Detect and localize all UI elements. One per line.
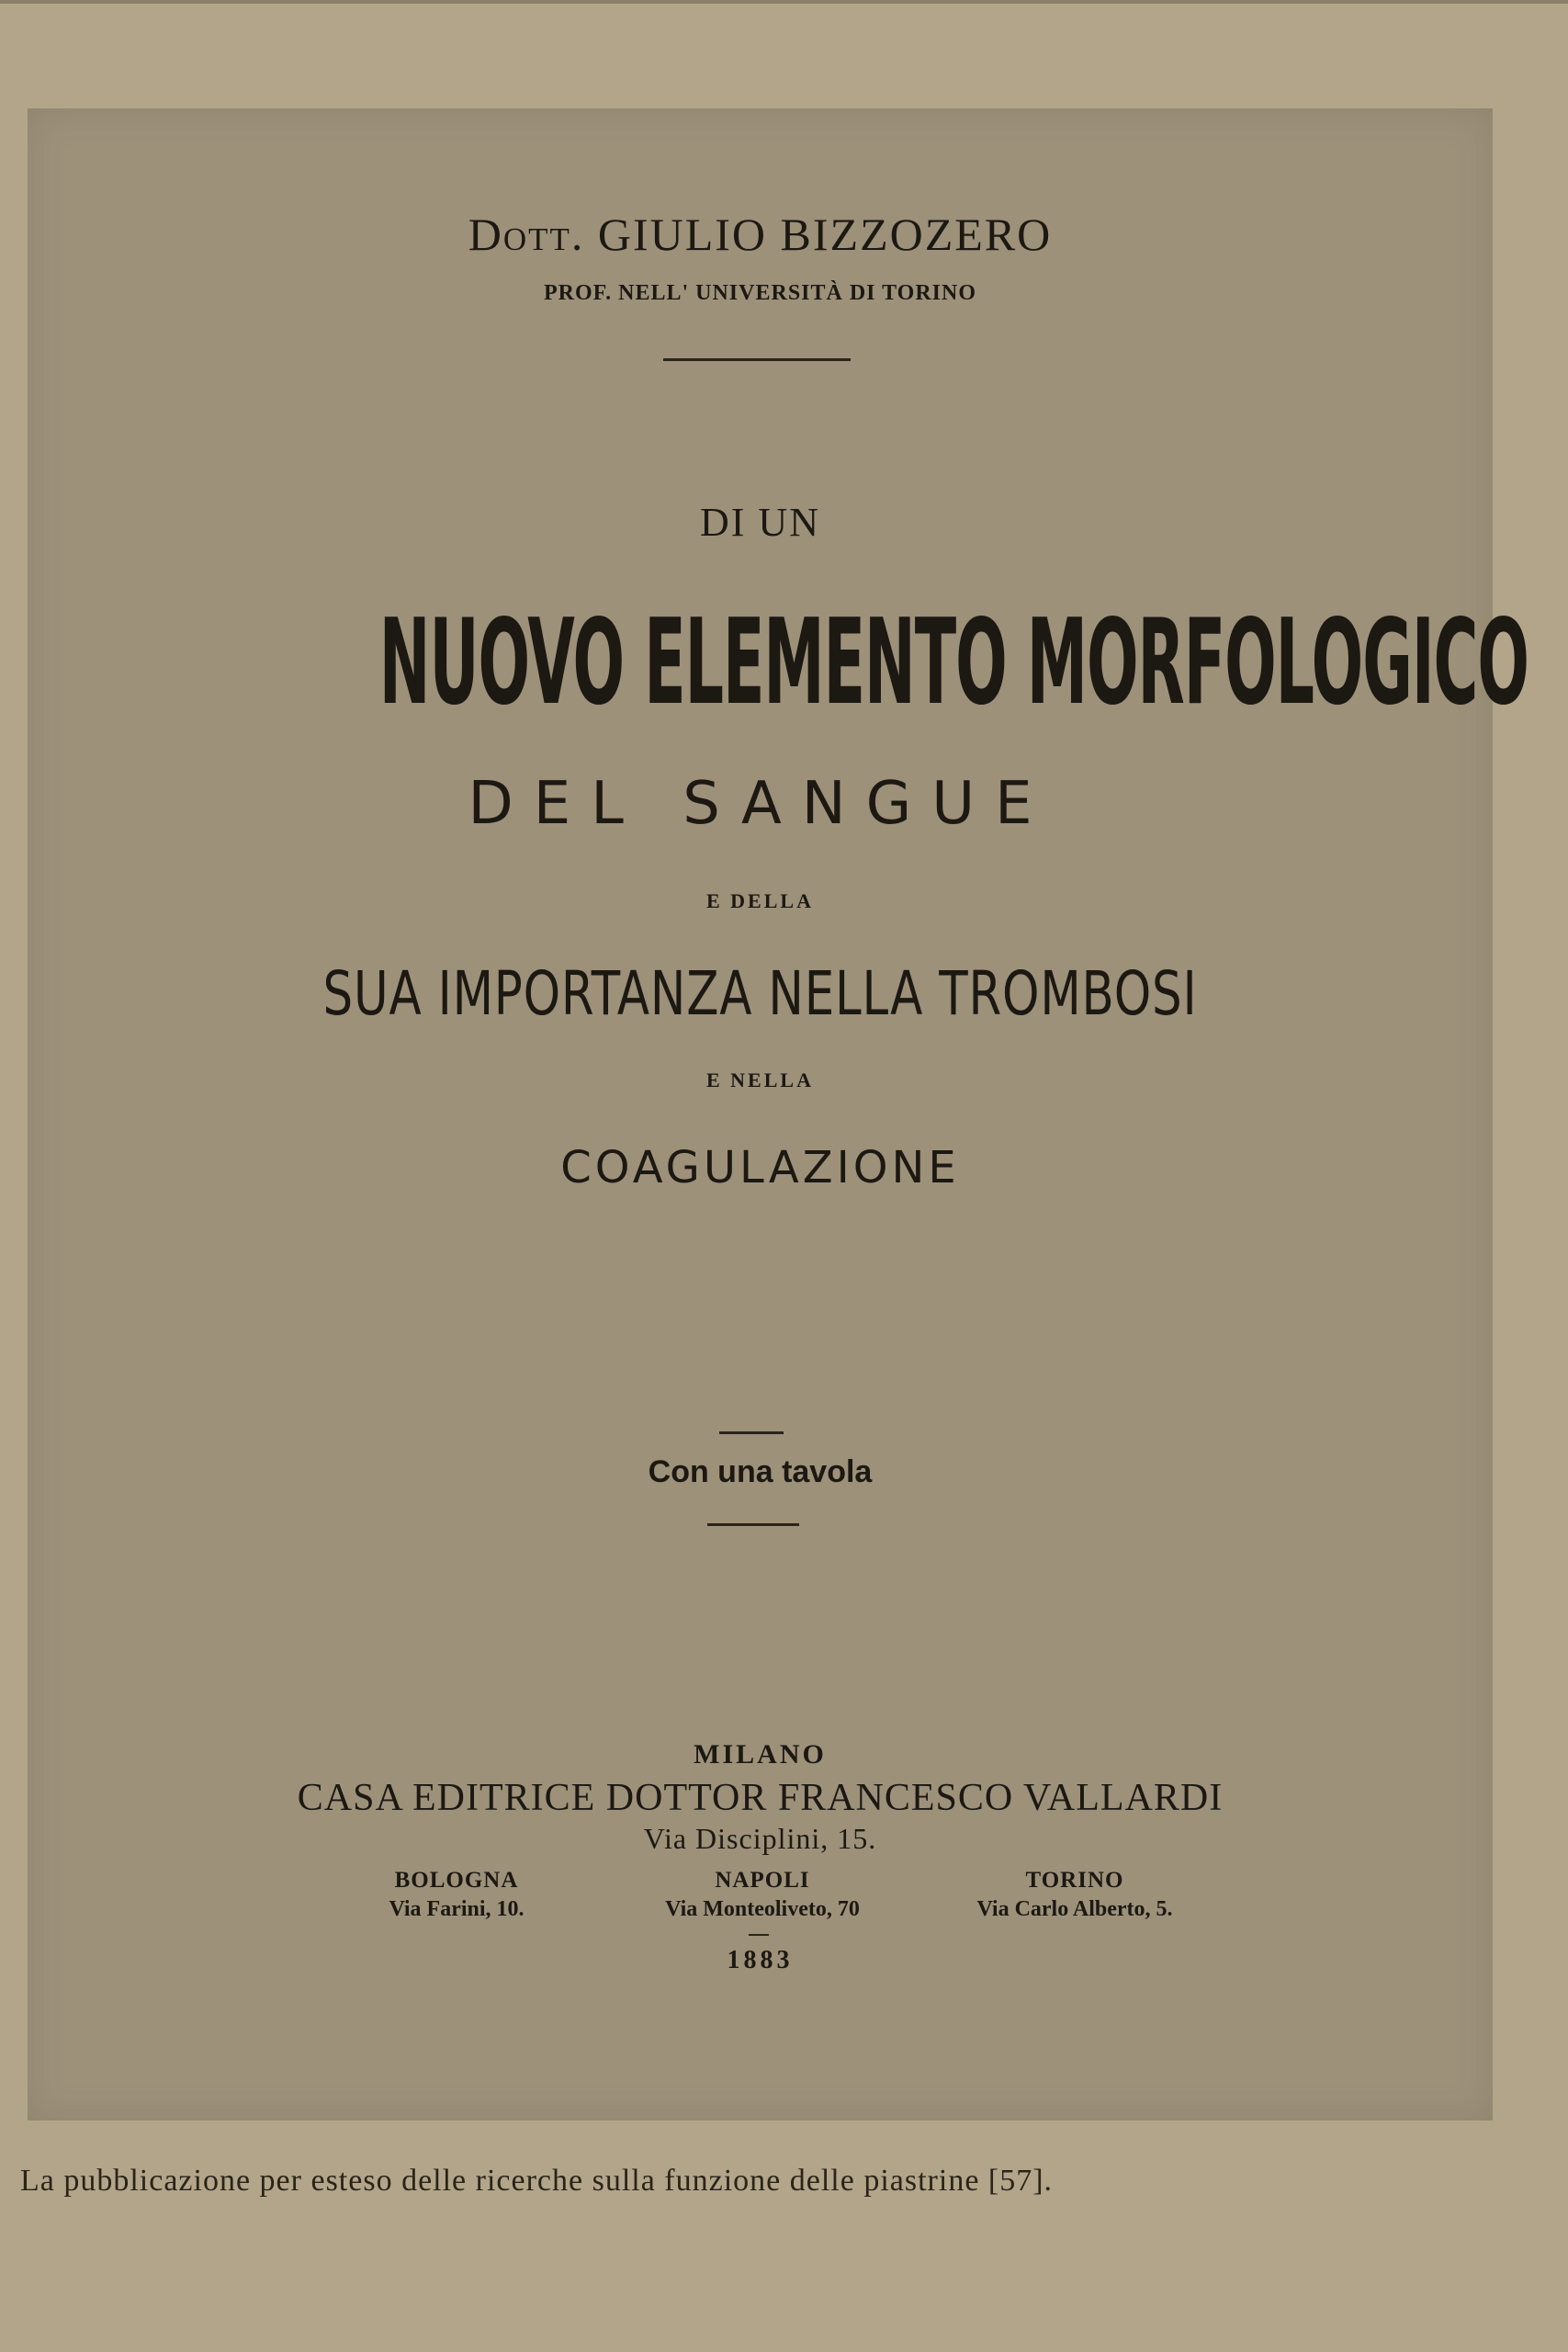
- pre-title: DI UN: [700, 500, 820, 545]
- conjunction-e-nella: E NELLA: [706, 1069, 814, 1091]
- divider-rule-top: [663, 358, 851, 361]
- author-line: [28, 208, 1493, 261]
- branch-office: [310, 1868, 604, 1922]
- branch-city: BOLOGNA: [394, 1868, 519, 1893]
- publisher-name: CASA EDITRICE DOTTOR FRANCESCO VALLARDI: [297, 1777, 1224, 1819]
- author-name: GIULIO BIZZOZERO: [597, 209, 1053, 260]
- publication-year: 1883: [727, 1946, 794, 1974]
- main-title: NUOVO ELEMENTO MORFOLOGICO: [378, 594, 1529, 731]
- top-border-rule: [0, 0, 1568, 4]
- branch-city: NAPOLI: [715, 1868, 810, 1893]
- branch-office: [615, 1868, 909, 1922]
- conjunction-e-della: E DELLA: [706, 889, 814, 912]
- divider-rule-year: [749, 1934, 769, 1936]
- plate-note: Con una tavola: [648, 1454, 873, 1489]
- branch-address: Via Farini, 10.: [389, 1897, 525, 1921]
- divider-rule-note-bottom: [707, 1523, 799, 1526]
- author-prefix: Dott.: [468, 209, 585, 260]
- publisher-address: Via Disciplini, 15.: [643, 1822, 877, 1855]
- title-line-3: COAGULAZIONE: [560, 1142, 960, 1193]
- branch-city: TORINO: [1025, 1868, 1124, 1893]
- author-affiliation: PROF. NELL' UNIVERSITÀ DI TORINO: [544, 281, 976, 305]
- title-line-2: SUA IMPORTANZA NELLA TROMBOSI: [322, 958, 1198, 1029]
- publisher-city: MILANO: [694, 1739, 827, 1770]
- branch-address: Via Carlo Alberto, 5.: [976, 1897, 1173, 1921]
- title-page-plate: [28, 108, 1529, 2120]
- subtitle: DEL SANGUE: [468, 770, 1053, 838]
- divider-rule-note-top: [719, 1431, 784, 1434]
- branch-address: Via Monteoliveto, 70: [665, 1897, 860, 1921]
- branch-office: [928, 1868, 1222, 1922]
- figure-caption: La pubblicazione per esteso delle ricerche sulla funzione delle piastrine [57].: [20, 2164, 1054, 2198]
